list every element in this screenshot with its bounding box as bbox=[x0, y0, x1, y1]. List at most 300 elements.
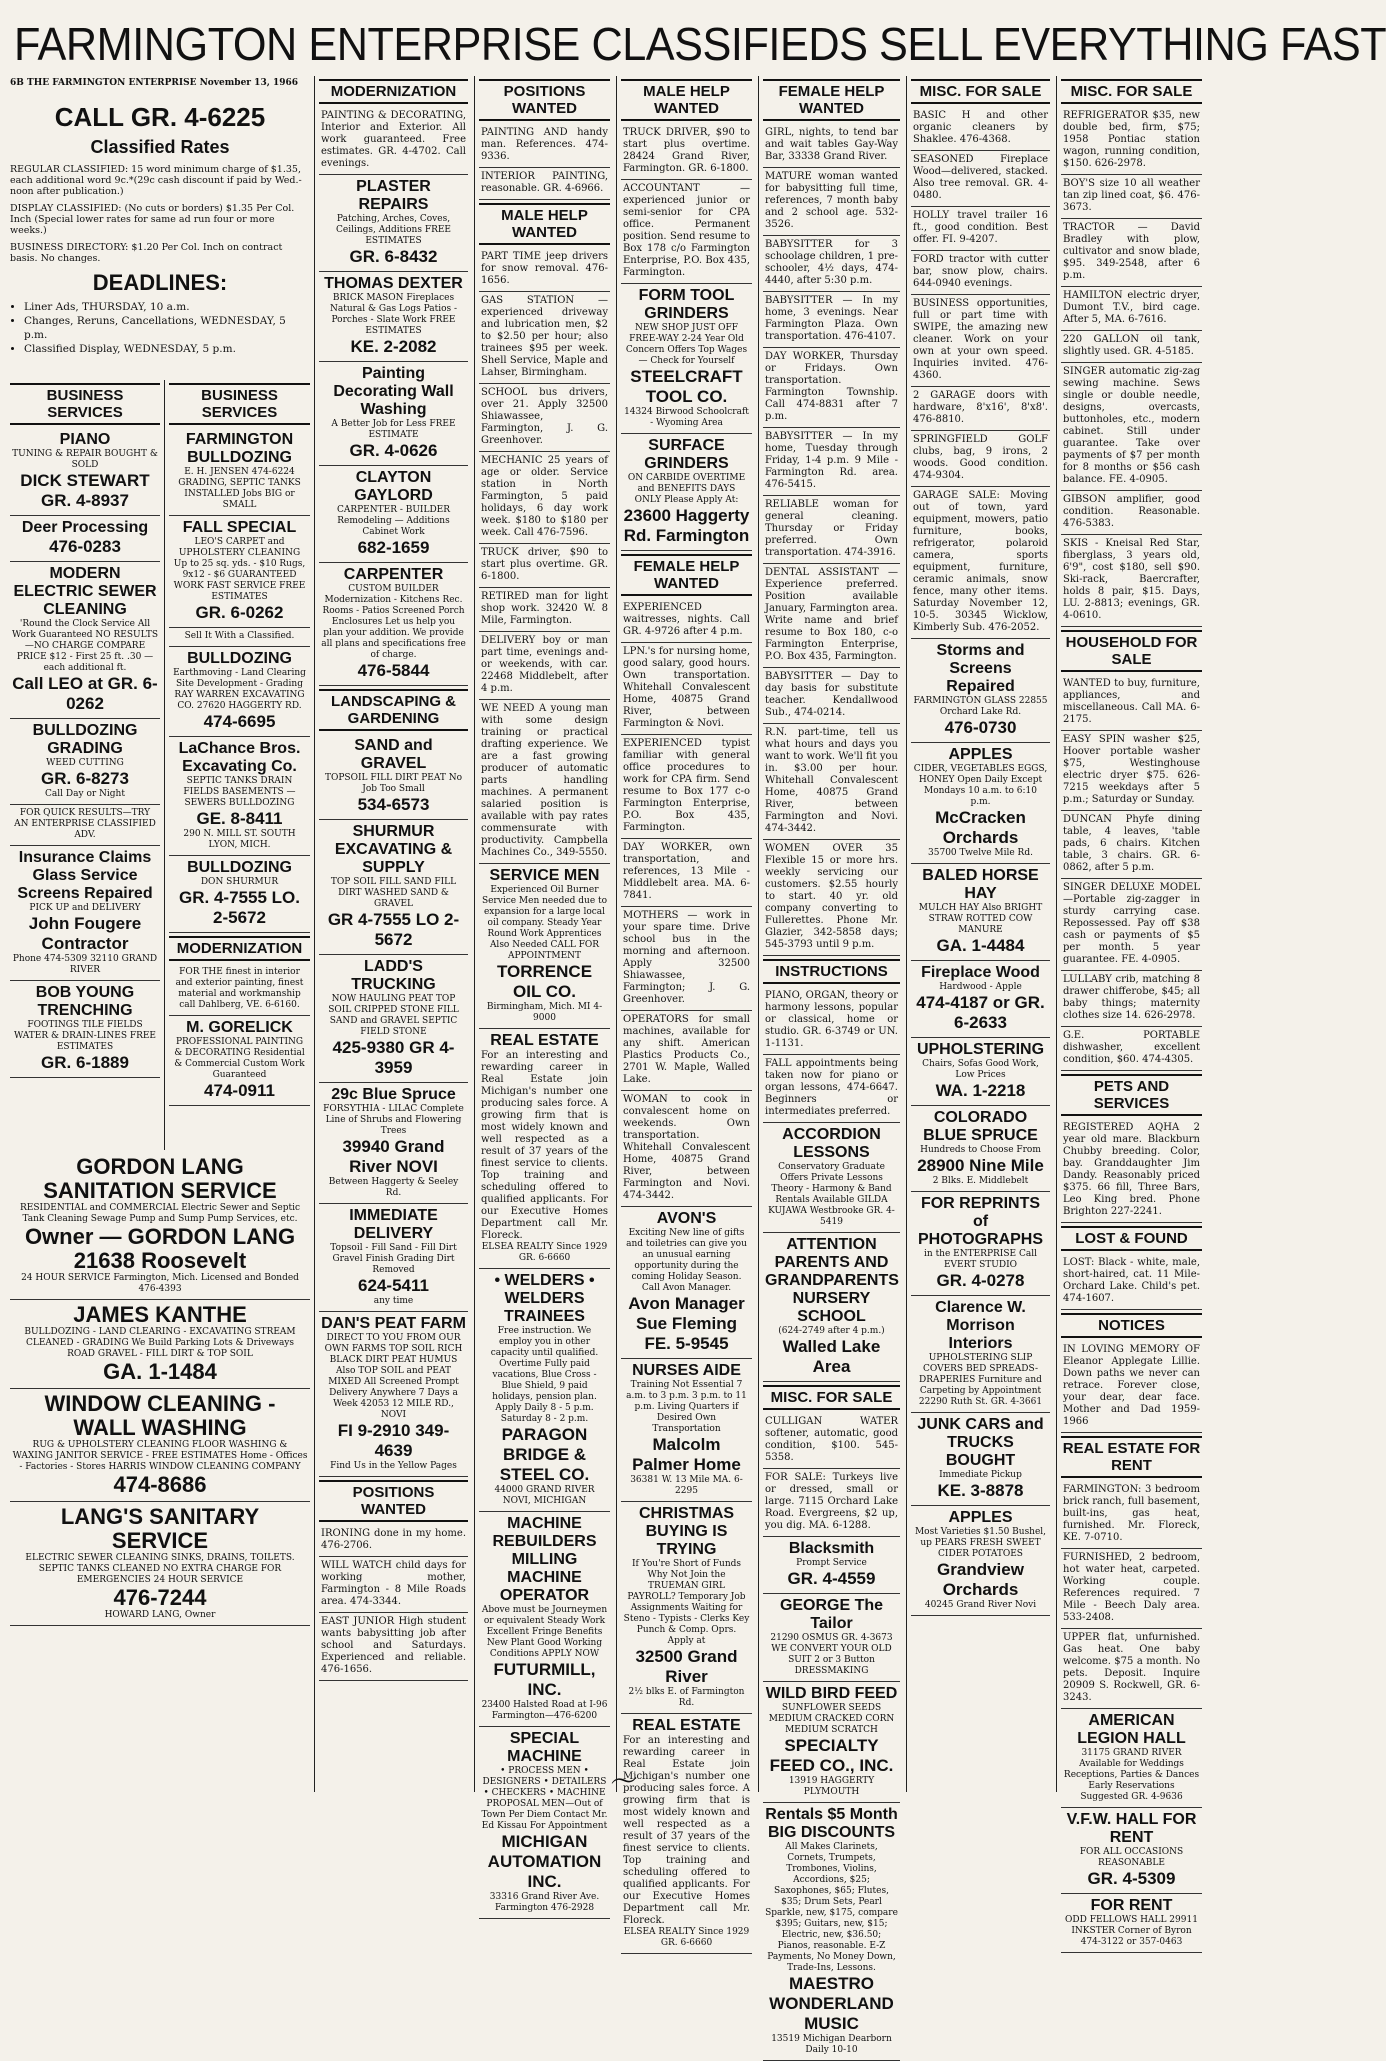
classified-ad bbox=[479, 168, 610, 200]
ad-body: INTERIOR PAINTING, reasonable. GR. 4-6966. bbox=[481, 171, 608, 194]
ad-subtext: If You're Short of Funds Why Not Join the TRUEMAN GIRL PAYROLL? Temporary Job Assignments Waiting for Steno - Typists - Clerks Key Punch & Comp. Oprs. Apply at bbox=[623, 1559, 750, 1646]
classified-ad bbox=[621, 1359, 752, 1502]
ad-body: MECHANIC 25 years of age or older. Service station in North Farmington, 5 paid holidays, 6 day work week. $180 to $180 per week. Call 476-7596. bbox=[481, 455, 608, 538]
section-header: POSITIONS WANTED bbox=[319, 1480, 468, 1522]
ad-title: PLASTER REPAIRS bbox=[356, 178, 431, 213]
ad-body: For an interesting and rewarding career in Real Estate join Michigan's number one producing sales force. A growing firm that is most widely known and well respected as a result of 37 years of the finest service to clients. Top training and scheduling offered to qualified applicants. For our Executive Homes Department call Mr. Floreck. bbox=[481, 1050, 608, 1241]
ad-subtext: 31175 GRAND RIVER Available for Weddings Receptions, Parties & Dances Early Reservations Suggested GR. 4-9636 bbox=[1063, 1748, 1200, 1802]
ad-title: WILD BIRD FEED bbox=[765, 1685, 898, 1702]
ad-body: FURNISHED, 2 bedroom, hot water heat, carpeted. Working couple. References required. 7 Mile - Beech Daly area. 533-2408. bbox=[1063, 1552, 1200, 1623]
classified-ad bbox=[1061, 107, 1202, 175]
classified-ad bbox=[1061, 535, 1202, 627]
section-header: MISC. FOR SALE bbox=[763, 1385, 900, 1410]
classified-ad bbox=[479, 452, 610, 544]
ad-contact: MAESTRO WONDERLAND MUSIC bbox=[769, 1974, 894, 2033]
section-header: NOTICES bbox=[1061, 1313, 1202, 1338]
classified-ad bbox=[479, 632, 610, 700]
classified-ad bbox=[621, 1207, 752, 1359]
classified-ad bbox=[1061, 1119, 1202, 1223]
classified-ad bbox=[763, 348, 900, 428]
classified-ad bbox=[621, 1502, 752, 1714]
ad-title: M. GORELICK bbox=[186, 1019, 293, 1036]
ad-footer: 44000 GRAND RIVER NOVI, MICHIGAN bbox=[494, 1485, 595, 1506]
ad-footer: 36381 W. 13 Mile MA. 6-2295 bbox=[630, 1475, 743, 1496]
page-line: 6B THE FARMINGTON ENTERPRISE November 13, 1966 bbox=[10, 78, 299, 88]
rates-directory: BUSINESS DIRECTORY: $1.20 Per Col. Inch on contract basis. No changes. bbox=[10, 242, 283, 264]
classified-ad bbox=[911, 107, 1050, 151]
ad-body: PAINTING & DECORATING, Interior and Exterior. All work guaranteed. Free estimates. GR. 4-4702. Call evenings. bbox=[321, 110, 466, 169]
ad-title: APPLES bbox=[948, 746, 1013, 763]
classified-ad bbox=[911, 1506, 1050, 1616]
ad-title: Rentals $5 Month BIG DISCOUNTS bbox=[765, 1806, 898, 1841]
ad-subtext: Patching, Arches, Coves, Ceilings, Additions FREE ESTIMATES bbox=[336, 214, 451, 246]
ad-title: SPECIAL MACHINE bbox=[507, 1730, 582, 1765]
ad-contact: 474-4187 or GR. 6-2633 bbox=[916, 993, 1045, 1032]
classified-ad bbox=[1061, 1629, 1202, 1709]
ad-subtext: WEED CUTTING bbox=[46, 758, 124, 768]
classified-ad bbox=[169, 628, 310, 647]
ad-body: DELIVERY boy or man part time, evenings and-or weekends, with car. 22468 Middlebelt, after 4 p.m. bbox=[481, 635, 608, 694]
classified-ad bbox=[1061, 811, 1202, 879]
ad-contact: GR 4-7555 LO 2-5672 bbox=[327, 910, 460, 949]
classified-ad bbox=[479, 1269, 610, 1512]
classified-ad bbox=[763, 292, 900, 348]
ad-subtext: UPHOLSTERING SLIP COVERS BED SPREADS-DRAPERIES Furniture and Carpeting by Appointment 22290 Ruth St. GR. 4-3661 bbox=[918, 1353, 1043, 1407]
ad-subtext: CARPENTER - BUILDER Remodeling — Additions Cabinet Work bbox=[336, 505, 451, 537]
classified-ad bbox=[763, 668, 900, 724]
ad-title: ATTENTION PARENTS AND GRANDPARENTS NURSERY SCHOOL bbox=[765, 1236, 899, 1325]
ad-subtext: CUSTOM BUILDER Modernization - Kitchens Rec. Rooms - Patios Screened Porch Enclosures Let us help you plan your addition. We provide all plans and specifications free of charge. bbox=[321, 584, 466, 660]
ad-body: HOLLY travel trailer 16 ft., good condition. Best offer. FI. 9-4207. bbox=[913, 210, 1048, 245]
ad-body: ACCOUNTANT — experienced junior or semi-senior for CPA office. Permanent position. Send resume to Box 178 c/o Farmington Enterprise, P.O. Box 435, Farmington. bbox=[623, 183, 750, 278]
ad-subtext: Earthmoving - Land Clearing Site Development - Grading RAY WARREN EXCAVATING CO. 27620 HAGGERTY RD. bbox=[173, 668, 306, 711]
classified-ad bbox=[319, 820, 468, 955]
ad-body: SCHOOL bus drivers, over 21. Apply 32500 Shiawassee, Farmington, J. G. Greenhover. bbox=[481, 387, 608, 446]
ad-subtext: DIRECT TO YOU FROM OUR OWN FARMS TOP SOIL RICH BLACK DIRT PEAT HUMUS Also TOP SOIL and PEAT MIXED All Screened Prompt Delivery Anywhere 7 Days a Week 42053 12 MILE RD., NOVI bbox=[324, 1333, 463, 1420]
ad-contact: 474-0911 bbox=[204, 1081, 275, 1100]
ad-body: WOMAN to cook in convalescent home on weekends. Own transportation. Whitehall Convalescent Home, 40875 Grand River, between Farmington and Novi. 474-3442. bbox=[623, 1094, 750, 1201]
classified-ad bbox=[763, 428, 900, 496]
ad-title: SHURMUR EXCAVATING & SUPPLY bbox=[334, 823, 453, 876]
classified-ad bbox=[911, 295, 1050, 387]
classified-ad bbox=[911, 1296, 1050, 1413]
ad-body: BASIC H and other organic cleaners by Shaklee. 476-4368. bbox=[913, 110, 1048, 145]
col-a bbox=[10, 380, 160, 1150]
ad-body: WOMEN OVER 35 Flexible 15 or more hrs. weekly servicing our customers. $2.55 hourly to start. 40 yr. old company converting to Fullerettes. Phone Mr. Glazier, 342-5858 days; 545-3793 until 9 p.m. bbox=[765, 843, 898, 950]
ad-footer: HOWARD LANG, Owner bbox=[104, 1610, 216, 1620]
ad-body: OPERATORS for small machines, available for any shift. American Plastics Products Co., 2701 W. Maple, Walled Lake. bbox=[623, 1014, 750, 1085]
ad-subtext: Exciting New line of gifts and toiletries can give you an unusual earning opportunity during the coming Holiday Season. Call Avon Manager. bbox=[626, 1228, 747, 1293]
ad-body: HAMILTON electric dryer, Dumont T.V., bird cage. After 5, MA. 6-7616. bbox=[1063, 290, 1200, 325]
ad-subtext: LEO'S CARPET and UPHOLSTERY CLEANING Up to 25 sq. yds. - $10 Rugs, 9x12 - $6 GUARANTEED WORK FAST SERVICE FREE ESTIMATES bbox=[173, 537, 306, 602]
section-header: REAL ESTATE FOR RENT bbox=[1061, 1436, 1202, 1478]
ad-contact: Grandview Orchards bbox=[937, 1560, 1024, 1599]
classified-ad bbox=[319, 362, 468, 466]
ad-body: 220 GALLON oil tank, slightly used. GR. 4-5185. bbox=[1063, 334, 1200, 357]
ad-contact: 624-5411 bbox=[358, 1276, 429, 1295]
scribble-mark: 〜 bbox=[608, 1763, 641, 1800]
classified-ad bbox=[10, 719, 160, 805]
ad-contact: GR. 4-5309 bbox=[1087, 1869, 1176, 1888]
classified-ad bbox=[10, 805, 160, 846]
ad-contact: WA. 1-2218 bbox=[935, 1081, 1026, 1100]
classified-ad bbox=[479, 700, 610, 864]
classified-ad bbox=[479, 124, 610, 168]
ad-body: BABYSITTER — In my home, Tuesday through Friday, 1-4 p.m. 9 Mile - Farmington Rd. area. 476-5415. bbox=[765, 431, 898, 490]
classified-ad bbox=[169, 647, 310, 737]
ad-title: CARPENTER bbox=[343, 566, 444, 583]
ad-footer: Between Haggerty & Seeley Rd. bbox=[328, 1177, 459, 1198]
classified-ad bbox=[169, 428, 310, 516]
ad-title: SAND and GRAVEL bbox=[354, 737, 433, 772]
ad-body: 2 GARAGE doors with hardware, 8'x16', 8'x8'. 476-8810. bbox=[913, 390, 1048, 425]
classified-ad bbox=[621, 284, 752, 434]
col-f bbox=[758, 76, 904, 2055]
section-header: FEMALE HELP WANTED bbox=[621, 554, 752, 596]
ad-body: MOTHERS — work in your spare time. Drive school bus in the morning and afternoon. Apply 32500 Shiawassee, Farmington; J. G. Greenhover. bbox=[623, 910, 750, 1005]
ad-title: NURSES AIDE bbox=[632, 1362, 741, 1379]
ad-footer: Call Day or Night bbox=[45, 789, 125, 799]
ad-footer: 13919 HAGGERTY PLYMOUTH bbox=[788, 1776, 875, 1797]
classified-ad bbox=[1061, 331, 1202, 363]
ad-contact: GE. 8-8411 bbox=[196, 809, 283, 828]
ad-body: R.N. part-time, tell us what hours and days you want to work. We'll fit you in. $3.00 per hour. Whitehall Convalescent Home, 40875 Grand River, between Farmington and Novi. 474-3442. bbox=[765, 727, 898, 834]
classified-ad bbox=[1061, 1481, 1202, 1549]
ad-contact: Owner — GORDON LANG 21638 Roosevelt bbox=[24, 1224, 296, 1273]
ad-body: IN LOVING MEMORY OF Eleanor Applegate Lillie. Down paths we never can retrace. Forever close, your dear, dear face. Mother and Dad 1959-1966 bbox=[1063, 1344, 1200, 1427]
classified-ad bbox=[479, 384, 610, 452]
ad-title: BALED HORSE HAY bbox=[922, 867, 1039, 902]
classified-ad bbox=[763, 1469, 900, 1537]
ad-contact: GR. 4-4559 bbox=[787, 1569, 876, 1588]
ad-body: WILL WATCH child days for working mother, Farmington - 8 Mile Roads area. 474-3344. bbox=[321, 1560, 466, 1607]
ad-subtext: A Better Job for Less FREE ESTIMATE bbox=[331, 419, 456, 440]
ad-title: APPLES bbox=[948, 1509, 1013, 1526]
ad-body: RELIABLE woman for general cleaning. Thursday or Friday preferred. Own transportation. 474-3916. bbox=[765, 499, 898, 558]
ad-contact: 474-6695 bbox=[203, 712, 276, 731]
section-header: LANDSCAPING & GARDENING bbox=[319, 689, 468, 731]
ad-body: GARAGE SALE: Moving out of town, yard equipment, mowers, patio furniture, books, refrigerator, polaroid camera, sports equipment, furniture, ceramic animals, snow fence, many other items. Saturday November 12, 10-5. 30345 Wicklow, Kimberly Sub. 476-2052. bbox=[913, 490, 1048, 633]
ad-contact: FUTURMILL, INC. bbox=[493, 1660, 596, 1699]
ad-subtext: 'Round the Clock Service All Work Guaranteed NO RESULTS—NO CHARGE COMPARE PRICE $12 - First 25 ft. .30 — each additional ft. bbox=[12, 619, 159, 673]
classified-ad bbox=[763, 1682, 900, 1803]
ad-body: CULLIGAN WATER softener, automatic, good condition, $100. 545-5358. bbox=[765, 1416, 898, 1463]
ad-title: Painting Decorating Wall Washing bbox=[333, 365, 454, 418]
classified-ad bbox=[763, 496, 900, 564]
ad-body: LOST: Black - white, male, short-haired, cat. 11 Mile-Orchard Lake. Child's pet. 474-1607. bbox=[1063, 1257, 1200, 1304]
ad-body: PART TIME jeep drivers for snow removal. 476-1656. bbox=[481, 251, 608, 286]
ad-contact: Malcolm Palmer Home bbox=[632, 1435, 741, 1474]
classified-ad bbox=[1061, 219, 1202, 287]
classified-ad bbox=[621, 599, 752, 643]
ad-body: For an interesting and rewarding career in Real Estate join Michigan's number one producing sales force. A growing firm that is most widely known and well respected as a result of 37 years of the finest service to clients. Top training and scheduling offered to qualified applicants. For our Executive Homes Department call Mr. Floreck. bbox=[623, 1735, 750, 1926]
ad-subtext: TOPSOIL FILL DIRT PEAT No Job Too Small bbox=[324, 773, 463, 794]
ad-title: UPHOLSTERING bbox=[916, 1041, 1045, 1058]
ad-subtext: ODD FELLOWS HALL 29911 INKSTER Corner of Byron 474-3122 or 357-0463 bbox=[1065, 1915, 1198, 1947]
ad-subtext: FORSYTHIA - LILAC Complete Line of Shrubs and Flowering Trees bbox=[323, 1104, 464, 1136]
classified-ad bbox=[763, 1123, 900, 1233]
classified-ad bbox=[319, 466, 468, 563]
classified-ad bbox=[10, 1152, 310, 1300]
ad-body: SINGER DELUXE MODEL—Portable zig-zagger in sturdy carrying case. Repossessed. Pay off $38 cash or payments of $5 per month. 5 year guarantee. FE. 4-0905. bbox=[1063, 882, 1200, 965]
classified-ad bbox=[169, 1016, 310, 1106]
ad-title: FALL SPECIAL bbox=[182, 519, 297, 536]
ad-footer: Birmingham, Mich. MI 4-9000 bbox=[486, 1002, 603, 1023]
ad-body: EAST JUNIOR High student wants babysitting job after school and Saturdays. Experienced and reliable. 476-1656. bbox=[321, 1616, 466, 1675]
classified-ad bbox=[1061, 731, 1202, 811]
classified-ad bbox=[1061, 491, 1202, 535]
ad-contact: John Fougere Contractor bbox=[28, 914, 142, 953]
col-g bbox=[906, 76, 1054, 1792]
ad-body: FORD tractor with cutter bar, snow plow, chairs. 644-0940 evenings. bbox=[913, 254, 1048, 289]
classified-ad bbox=[479, 1512, 610, 1727]
ad-subtext: BULLDOZING - LAND CLEARING - EXCAVATING STREAM CLEANED - GRADING We Build Parking Lots & Driveways ROAD GRAVEL - FILL DIRT & TOP SOIL bbox=[24, 1327, 296, 1359]
ad-contact: DICK STEWART GR. 4-8937 bbox=[20, 471, 150, 510]
ad-footer: 35700 Twelve Mile Rd. bbox=[928, 848, 1033, 858]
rates-phone: CALL GR. 4-6225 bbox=[54, 102, 266, 132]
ad-footer: 2½ blks E. of Farmington Rd. bbox=[628, 1687, 745, 1708]
ad-title: • WELDERS • WELDERS TRAINEES bbox=[494, 1272, 595, 1325]
rates-regular: REGULAR CLASSIFIED: 15 word minimum charge of $1.35, each additional word 9c.*(29c cash discount if paid by Wed.-noon after publication.) bbox=[10, 164, 302, 197]
ad-title: FORM TOOL GRINDERS bbox=[638, 287, 735, 322]
col-d bbox=[474, 76, 614, 1913]
classified-ad bbox=[763, 987, 900, 1055]
ad-title: Blacksmith bbox=[788, 1540, 875, 1557]
ad-body: FARMINGTON: 3 bedroom brick ranch, full basement, built-ins, gas heat, furnished. Mr. Floreck, KE. 7-0710. bbox=[1063, 1484, 1200, 1543]
ad-subtext: CIDER, VEGETABLES EGGS, HONEY Open Daily Except Mondays 10 a.m. to 6:10 p.m. bbox=[913, 764, 1048, 807]
ad-title: MODERN ELECTRIC SEWER CLEANING bbox=[13, 565, 157, 618]
classified-ad bbox=[10, 516, 160, 562]
ad-subtext: FARMINGTON GLASS 22855 Orchard Lake Rd. bbox=[913, 696, 1048, 717]
classified-ad bbox=[911, 207, 1050, 251]
classified-ad bbox=[1061, 1027, 1202, 1071]
classified-ad bbox=[10, 846, 160, 981]
ad-footer: Find Us in the Yellow Pages bbox=[330, 1461, 457, 1471]
classified-ad bbox=[1061, 1549, 1202, 1629]
ad-subtext: All Makes Clarinets, Cornets, Trumpets, Trombones, Violins, Accordions, $25; Saxophones, $65; Flutes, $35; Drum Sets, Pearl Sparkle, new, $175, compare $395; Guitars, new, $15; Electric, new, $36.50; Pianos, reasonable. E-Z Payments, No Money Down, Trade-Ins, Lessons. bbox=[765, 1842, 898, 1973]
ad-subtext: Topsoil - Fill Sand - Fill Dirt Gravel Finish Grading Dirt Removed bbox=[330, 1243, 457, 1275]
section-header: FEMALE HELP WANTED bbox=[763, 79, 900, 121]
ad-body: TRACTOR — David Bradley with plow, cultivator and snow blade, $95. 349-2548, after 6 p.m. bbox=[1063, 222, 1200, 281]
ad-subtext: Free instruction. We employ you in other capacity until qualified. Overtime Fully paid vacations, Blue Cross - Blue Shield, 9 paid holidays, pension plan. Apply Daily 8 - 5 p.m. Saturday 8 - 2 p.m. bbox=[490, 1326, 599, 1424]
section-header: BUSINESS SERVICES bbox=[10, 383, 160, 425]
ad-contact: GR. 4-0626 bbox=[349, 441, 438, 460]
ad-contact: 476-7244 bbox=[113, 1585, 207, 1610]
classified-ad bbox=[1061, 175, 1202, 219]
ad-subtext: FOR QUICK RESULTS—TRY AN ENTERPRISE CLASSIFIED ADV. bbox=[14, 808, 156, 840]
classified-ad bbox=[911, 1038, 1050, 1106]
page-banner: FARMINGTON ENTERPRISE CLASSIFIEDS SELL EVERYTHING FAST bbox=[14, 18, 1386, 70]
section-header: MISC. FOR SALE bbox=[911, 79, 1050, 104]
ad-title: Deer Processing bbox=[21, 519, 149, 536]
ad-title: Clarence W. Morrison Interiors bbox=[935, 1299, 1026, 1352]
ad-body: UPPER flat, unfurnished. Gas heat. One baby welcome. $75 a month. No pets. Deposit. Inquire 20909 S. Rockwell, GR. 6-3243. bbox=[1063, 1632, 1200, 1703]
ad-title: MACHINE REBUILDERS MILLING MACHINE OPERATOR bbox=[492, 1515, 597, 1604]
deadline-item: • Classified Display, WEDNESDAY, 5 p.m. bbox=[24, 342, 310, 356]
ad-footer: 24 HOUR SERVICE Farmington, Mich. Licensed and Bonded 476-4393 bbox=[21, 1273, 299, 1294]
classified-ad bbox=[1061, 1709, 1202, 1808]
ad-title: LADD'S TRUCKING bbox=[351, 958, 436, 993]
classified-ad bbox=[10, 562, 160, 719]
ad-title: FARMINGTON BULLDOZING bbox=[185, 431, 294, 466]
ad-title: CLAYTON GAYLORD bbox=[354, 469, 433, 504]
ad-body: BUSINESS opportunities, full or part time with SWIPE, the amazing new cleaner. Work on your own at your own speed. Inquiries invited. 476-4360. bbox=[913, 298, 1048, 381]
ad-subtext: Hardwood - Apple bbox=[939, 982, 1022, 992]
ad-body: GIRL, nights, to tend bar and wait tables Gay-Way Bar, 33338 Grand River. bbox=[765, 127, 898, 162]
classified-ad bbox=[621, 434, 752, 551]
ad-footer: 13519 Michigan Dearborn Daily 10-10 bbox=[771, 2034, 892, 2055]
classified-ad bbox=[1061, 1341, 1202, 1433]
classified-ad bbox=[763, 840, 900, 956]
classified-ad bbox=[911, 639, 1050, 743]
classified-ad bbox=[169, 856, 310, 933]
ad-title: ACCORDION LESSONS bbox=[782, 1126, 881, 1161]
classified-ad bbox=[911, 151, 1050, 207]
ad-body: SPRINGFIELD GOLF clubs, bag, 9 irons, 2 woods. Good condition. 474-9304. bbox=[913, 434, 1048, 481]
classified-ad bbox=[911, 1413, 1050, 1506]
classified-ad bbox=[1061, 971, 1202, 1027]
ad-body: LULLABY crib, matching 8 drawer chifferobe, $45; all baby things; maternity clothes size 14. 626-2978. bbox=[1063, 974, 1200, 1021]
ad-contact: McCracken Orchards bbox=[935, 808, 1026, 847]
classified-ad bbox=[319, 1083, 468, 1204]
ad-body: WE NEED A young man with some design training or practical drafting experience. We are a fast growing producer of automatic parts handling machines. A permanent salaried position is available with pay rates commensurate with productivity. Campbella Machines Co., 349-5550. bbox=[481, 703, 608, 858]
ad-contact: 39940 Grand River NOVI bbox=[342, 1137, 445, 1176]
classified-ad bbox=[763, 236, 900, 292]
ad-contact: GR. 6-0262 bbox=[195, 603, 284, 622]
classified-ad bbox=[763, 168, 900, 236]
classified-ad bbox=[479, 864, 610, 1029]
classified-ad bbox=[319, 734, 468, 820]
classified-ad bbox=[319, 563, 468, 686]
classified-ad bbox=[621, 180, 752, 284]
classified-ad bbox=[169, 964, 310, 1016]
classified-ad bbox=[621, 1714, 752, 1954]
classified-ad bbox=[319, 175, 468, 272]
section-header: MALE HELP WANTED bbox=[621, 79, 752, 121]
ad-title: AMERICAN LEGION HALL bbox=[1077, 1712, 1186, 1747]
section-header: MODERNIZATION bbox=[169, 936, 310, 961]
classified-ad bbox=[319, 1312, 468, 1477]
classified-ad bbox=[911, 1106, 1050, 1192]
rates-heading: Classified Rates bbox=[90, 137, 230, 157]
ad-contact: SPECIALTY FEED CO., INC. bbox=[769, 1736, 894, 1775]
rates-display: DISPLAY CLASSIFIED: (No cuts or borders) $1.35 Per Col. Inch (Special lower rates for same ad run four or more weeks.) bbox=[10, 203, 295, 236]
ad-contact: GR. 4-0278 bbox=[936, 1271, 1025, 1290]
ad-body: RETIRED man for light shop work. 32420 W. 8 Mile, Farmington. bbox=[481, 591, 608, 626]
ad-title: SERVICE MEN bbox=[489, 867, 600, 884]
classified-ad bbox=[763, 1413, 900, 1469]
ad-subtext: Immediate Pickup bbox=[939, 1470, 1022, 1480]
ad-subtext: SUNFLOWER SEEDS MEDIUM CRACKED CORN MEDIUM SCRATCH bbox=[768, 1703, 895, 1735]
section-header: MODERNIZATION bbox=[319, 79, 468, 104]
ad-contact: 476-0283 bbox=[49, 537, 121, 556]
ad-contact: GR. 4-7555 LO. 2-5672 bbox=[179, 888, 300, 927]
ad-footer: 23400 Halsted Road at I-96 Farmington—476-6200 bbox=[481, 1700, 608, 1721]
ad-subtext: Prompt Service bbox=[796, 1558, 867, 1568]
ad-body: MATURE woman wanted for babysitting full time, references, 7 month baby and 2 school age. 532-3526. bbox=[765, 171, 898, 230]
ad-body: EXPERIENCED typist familiar with general office procedures to work for CPA firm. Send resume to Box 177 c-o Farmington Enterprise, P.O. Box 435, Farmington. bbox=[623, 738, 750, 833]
ad-subtext: FOR ALL OCCASIONS REASONABLE bbox=[1079, 1847, 1184, 1868]
ad-subtext: 21290 OSMUS GR. 4-3673 WE CONVERT YOUR OLD SUIT 2 or 3 Button DRESSMAKING bbox=[770, 1633, 893, 1676]
ad-subtext: Hundreds to Choose From bbox=[920, 1145, 1041, 1155]
col-e bbox=[616, 76, 756, 1948]
ad-footer: 2 Blks. E. Middlebelt bbox=[932, 1176, 1029, 1186]
section-header: MALE HELP WANTED bbox=[479, 203, 610, 245]
ad-subtext: NOW HAULING PEAT TOP SOIL CRIPPED STONE FILL SAND and GRAVEL SEPTIC FIELD STONE bbox=[328, 994, 459, 1037]
classified-ad bbox=[479, 1727, 610, 1919]
ad-body: PAINTING AND handy man. References. 474-9336. bbox=[481, 127, 608, 162]
classified-ad bbox=[911, 251, 1050, 295]
classified-ad bbox=[479, 292, 610, 384]
classified-ad bbox=[911, 431, 1050, 487]
ad-contact: GR. 6-8273 bbox=[41, 769, 129, 788]
classified-ad bbox=[319, 955, 468, 1083]
classified-ad bbox=[763, 1803, 900, 2061]
ad-contact: TORRENCE OIL CO. bbox=[496, 962, 593, 1001]
ad-footer: 290 N. MILL ST. SOUTH LYON, MICH. bbox=[183, 829, 296, 850]
ad-body: BABYSITTER — In my home, 3 evenings. Near Farmington Plaza. Own transportation. 476-4107. bbox=[765, 295, 898, 342]
classified-ad bbox=[763, 724, 900, 840]
deadline-item: • Liner Ads, THURSDAY, 10 a.m. bbox=[24, 300, 310, 314]
ad-contact: GA. 1-1484 bbox=[103, 1359, 217, 1384]
classified-ad bbox=[621, 907, 752, 1011]
ad-subtext: RESIDENTIAL and COMMERCIAL Electric Sewer and Septic Tank Cleaning Sewage Pump and Sump Pump Services, etc. bbox=[20, 1203, 300, 1224]
ad-contact: GR. 6-8432 bbox=[349, 247, 438, 266]
classified-ad bbox=[319, 1557, 468, 1613]
ad-body: SINGER automatic zig-zag sewing machine. Sews single or double needle, designs, overcasts, buttonholes, etc., modern cabinet. Still under guarantee. Take over payments of $7 per month for 8 months or $56 cash balance. FE. 4-0905. bbox=[1063, 366, 1200, 485]
ad-title: BULLDOZING bbox=[187, 650, 292, 667]
ad-subtext: E. H. JENSEN 474-6224 GRADING, SEPTIC TANKS INSTALLED Jobs BIG or SMALL bbox=[178, 467, 301, 510]
ad-subtext: PICK UP and DELIVERY bbox=[29, 903, 141, 913]
classified-ad bbox=[911, 961, 1050, 1038]
col-c bbox=[314, 76, 472, 1792]
ad-body: SEASONED Fireplace Wood—delivered, stacked. Also tree removal. GR. 4-0480. bbox=[913, 154, 1048, 201]
section-header: LOST & FOUND bbox=[1061, 1226, 1202, 1251]
ad-subtext: FOR THE finest in interior and exterior painting, finest material and workmanship call Dahlberg, VE. 6-6160. bbox=[175, 967, 304, 1010]
ad-title: Fireplace Wood bbox=[921, 964, 1040, 981]
ad-contact: FI 9-2910 349-4639 bbox=[337, 1421, 450, 1460]
classified-ad bbox=[621, 839, 752, 907]
ad-contact: 425-9380 GR 4-3959 bbox=[332, 1038, 455, 1077]
ad-subtext: DON SHURMUR bbox=[200, 877, 279, 887]
ad-title: JUNK CARS and TRUCKS BOUGHT bbox=[917, 1416, 1044, 1469]
ad-title: V.F.W. HALL FOR RENT bbox=[1066, 1811, 1197, 1846]
ad-contact: 534-6573 bbox=[357, 795, 430, 814]
ad-body: G.E. PORTABLE dishwasher, excellent condition, $60. 474-4305. bbox=[1063, 1030, 1200, 1065]
ad-contact: Walled Lake Area bbox=[782, 1337, 881, 1376]
ad-subtext: RUG & UPHOLSTERY CLEANING FLOOR WASHING & WAXING JANITOR SERVICE - FREE ESTIMATES Home - Offices - Factories - Stores HARRIS WINDOW CLEANING COMPANY bbox=[12, 1440, 308, 1472]
col-h bbox=[1056, 76, 1206, 1947]
ad-title: CHRISTMAS BUYING IS TRYING bbox=[638, 1505, 735, 1558]
classified-ad bbox=[319, 1613, 468, 1681]
ad-title: Insurance Claims Glass Service Screens Repaired bbox=[17, 849, 153, 902]
ad-contact: 476-5844 bbox=[357, 661, 430, 680]
ad-title: SURFACE GRINDERS bbox=[644, 437, 729, 472]
classified-ad bbox=[911, 864, 1050, 961]
ad-subtext: Training Not Essential 7 a.m. to 3 p.m. 3 p.m. to 11 p.m. Living Quarters if Desired Own Transportation bbox=[626, 1380, 747, 1434]
ad-contact: 474-8686 bbox=[113, 1472, 207, 1497]
classified-ad bbox=[10, 981, 160, 1078]
classified-ad bbox=[763, 564, 900, 668]
ad-title: BULLDOZING bbox=[187, 859, 292, 876]
ad-title: REAL ESTATE bbox=[490, 1032, 599, 1049]
ad-subtext: Most Varieties $1.50 Bushel, up PEARS FRESH SWEET CIDER POTATOES bbox=[914, 1527, 1047, 1559]
ad-title: BOB YOUNG TRENCHING bbox=[35, 984, 135, 1019]
ad-subtext: (624-2749 after 4 p.m.) bbox=[778, 1326, 885, 1336]
classified-ad bbox=[10, 1502, 310, 1626]
ad-body: EXPERIENCED waitresses, nights. Call GR. 4-9726 after 4 p.m. bbox=[623, 602, 750, 637]
ad-title: THOMAS DEXTER bbox=[324, 275, 463, 292]
